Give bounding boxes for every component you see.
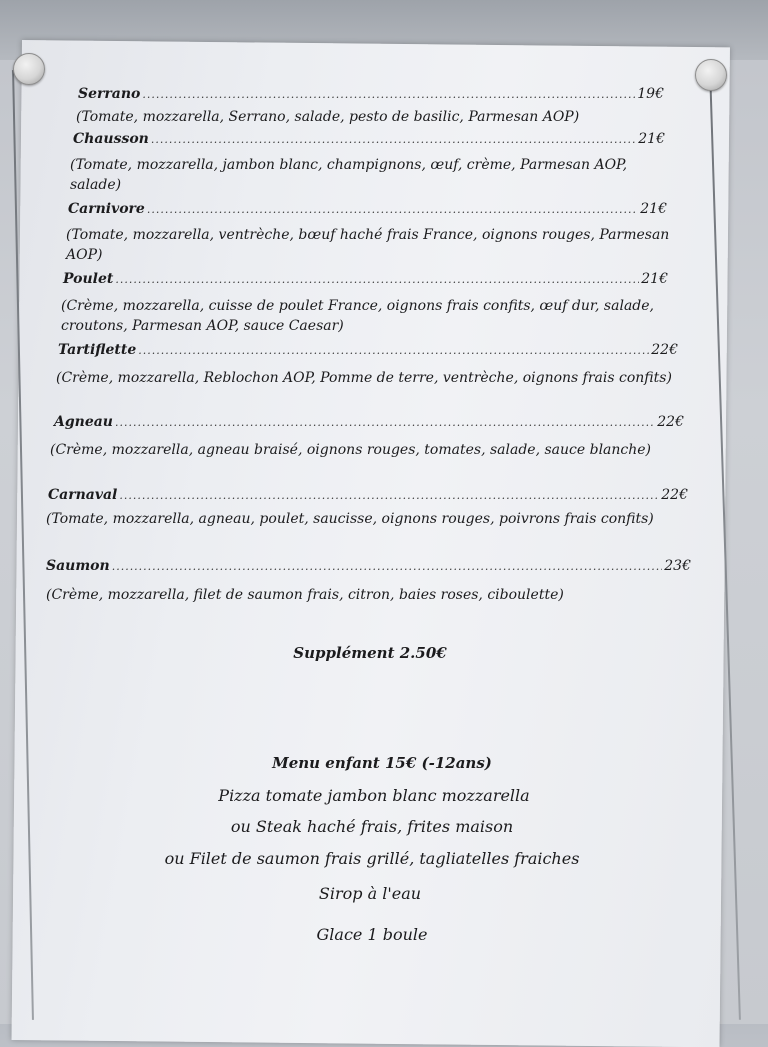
item-price: 21€ <box>641 271 668 287</box>
menu-item-saumon <box>46 558 691 574</box>
menu-item-carnivore <box>68 201 667 217</box>
item-description: (Tomate, mozzarella, agneau, poulet, saucisse, oignons rouges, poivrons frais confits) <box>46 511 654 527</box>
item-name: Carnivore <box>68 201 145 217</box>
dot-leader <box>119 489 659 502</box>
item-description: (Crème, mozzarella, cuisse de poulet France, oignons frais confits, œuf dur, salade, croutons, Parmesan AOP, sauce Caesar) <box>61 298 654 334</box>
menu-item-serrano <box>78 86 664 102</box>
dot-leader <box>142 88 635 101</box>
kids-menu-line: ou Steak haché frais, frites maison <box>230 817 514 836</box>
dot-leader <box>138 344 649 357</box>
item-name: Agneau <box>54 414 113 430</box>
kids-menu-line: Pizza tomate jambon blanc mozzarella <box>218 786 530 805</box>
item-price: 21€ <box>640 201 667 217</box>
item-description: (Crème, mozzarella, filet de saumon frais, citron, baies roses, ciboulette) <box>46 587 564 603</box>
item-description: (Crème, mozzarella, agneau braisé, oignons rouges, tomates, salade, sauce blanche) <box>50 442 652 458</box>
dot-leader <box>112 560 663 573</box>
item-price: 23€ <box>664 558 691 574</box>
menu-item-poulet <box>63 271 668 287</box>
item-price: 22€ <box>657 414 684 430</box>
dot-leader <box>151 133 636 146</box>
item-description: (Tomate, mozzarella, jambon blanc, champignons, œuf, crème, Parmesan AOP, salade) <box>70 157 628 193</box>
dot-leader <box>115 273 639 286</box>
menu-item-tartiflette <box>58 342 678 358</box>
item-price: 22€ <box>661 487 688 503</box>
item-price: 22€ <box>651 342 678 358</box>
item-description: (Tomate, mozzarella, ventrèche, bœuf haché frais France, oignons rouges, Parmesan AOP) <box>66 227 670 263</box>
kids-menu-title: Menu enfant 15€ (-12ans) <box>272 754 492 772</box>
kids-menu-line: ou Filet de saumon frais grillé, tagliatelles fraiches <box>164 849 580 868</box>
item-name: Serrano <box>78 86 141 102</box>
menu-item-chausson <box>73 131 665 147</box>
supplement-note: Supplément 2.50€ <box>293 644 447 662</box>
item-name: Chausson <box>73 131 149 147</box>
item-name: Saumon <box>46 558 110 574</box>
menu-item-agneau <box>54 414 684 430</box>
kids-menu-line: Sirop à l'eau <box>318 884 422 903</box>
kids-menu-line: Glace 1 boule <box>316 925 428 944</box>
item-name: Carnaval <box>48 487 118 503</box>
item-price: 21€ <box>638 131 665 147</box>
dot-leader <box>115 416 655 429</box>
dot-leader <box>147 203 638 216</box>
item-name: Poulet <box>63 271 114 287</box>
item-price: 19€ <box>637 86 664 102</box>
menu-item-carnaval <box>48 487 688 503</box>
item-description: (Tomate, mozzarella, Serrano, salade, pesto de basilic, Parmesan AOP) <box>76 109 580 125</box>
item-description: (Crème, mozzarella, Reblochon AOP, Pomme de terre, ventrèche, oignons frais confits) <box>56 370 672 386</box>
item-name: Tartiflette <box>58 342 137 358</box>
